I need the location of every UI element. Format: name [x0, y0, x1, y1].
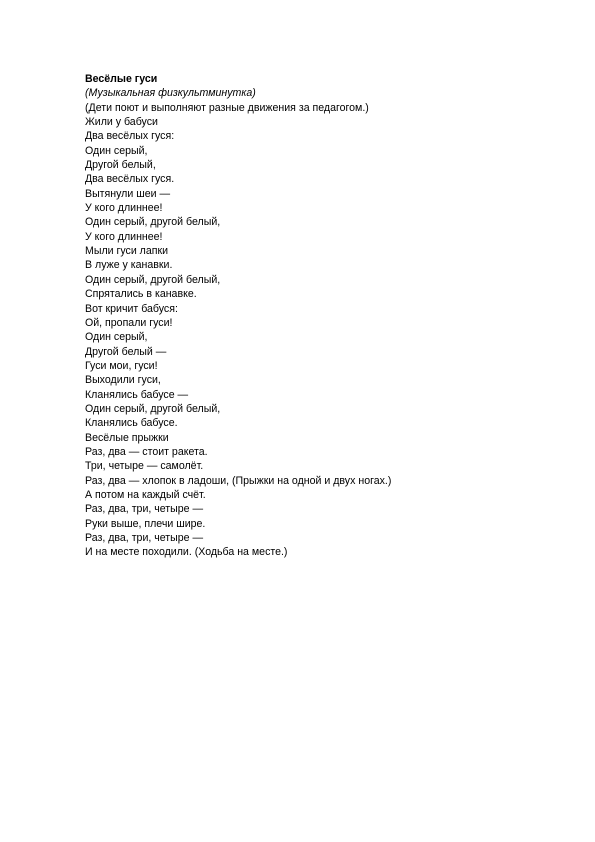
text-line: Вытянули шеи —	[85, 187, 171, 200]
text-line: Один серый, другой белый,	[85, 273, 221, 286]
text-line: Два весёлых гуся:	[85, 130, 175, 143]
document-subtitle: (Музыкальная физкультминутка)	[85, 87, 256, 100]
text-line: (Дети поют и выполняют разные движения за педагогом.)	[85, 101, 369, 114]
text-line: Ой, пропали гуси!	[85, 316, 173, 329]
text-line: Гуси мои, гуси!	[85, 359, 158, 372]
text-line: Раз, два, три, четыре —	[85, 503, 204, 516]
text-line: Один серый, другой белый,	[85, 216, 221, 229]
text-line: Весёлые прыжки	[85, 431, 169, 444]
text-line: Вот кричит бабуся:	[85, 302, 178, 315]
text-line: Два весёлых гуся.	[85, 173, 175, 186]
text-line: А потом на каждый счёт.	[85, 488, 206, 501]
text-line: Другой белый —	[85, 345, 167, 358]
text-line: И на месте походили. (Ходьба на месте.)	[85, 546, 288, 559]
text-line: Руки выше, плечи шире.	[85, 517, 206, 530]
text-line: У кого длиннее!	[85, 230, 163, 243]
text-line: Кланялись бабусе.	[85, 417, 178, 430]
document-title: Весёлые гуси	[85, 73, 158, 85]
text-line: Один серый,	[85, 144, 148, 157]
text-line: Один серый, другой белый,	[85, 402, 221, 415]
text-line: В луже у канавки.	[85, 259, 173, 272]
text-line: Спрятались в канавке.	[85, 288, 197, 301]
text-line: Мыли гуси лапки	[85, 245, 169, 258]
document-body	[85, 72, 565, 560]
text-line: Раз, два — стоит ракета.	[85, 445, 208, 458]
text-line: Три, четыре — самолёт.	[85, 460, 204, 473]
text-line: Другой белый,	[85, 159, 156, 172]
text-line: Кланялись бабусе —	[85, 388, 189, 401]
text-line: Раз, два, три, четыре —	[85, 532, 204, 544]
text-line: Жили у бабуси	[85, 116, 158, 129]
text-line: У кого длиннее!	[85, 202, 163, 215]
text-line: Один серый,	[85, 331, 148, 344]
text-line: Раз, два — хлопок в ладоши, (Прыжки на одной и двух ногах.)	[85, 474, 392, 487]
text-line: Выходили гуси,	[85, 374, 161, 387]
